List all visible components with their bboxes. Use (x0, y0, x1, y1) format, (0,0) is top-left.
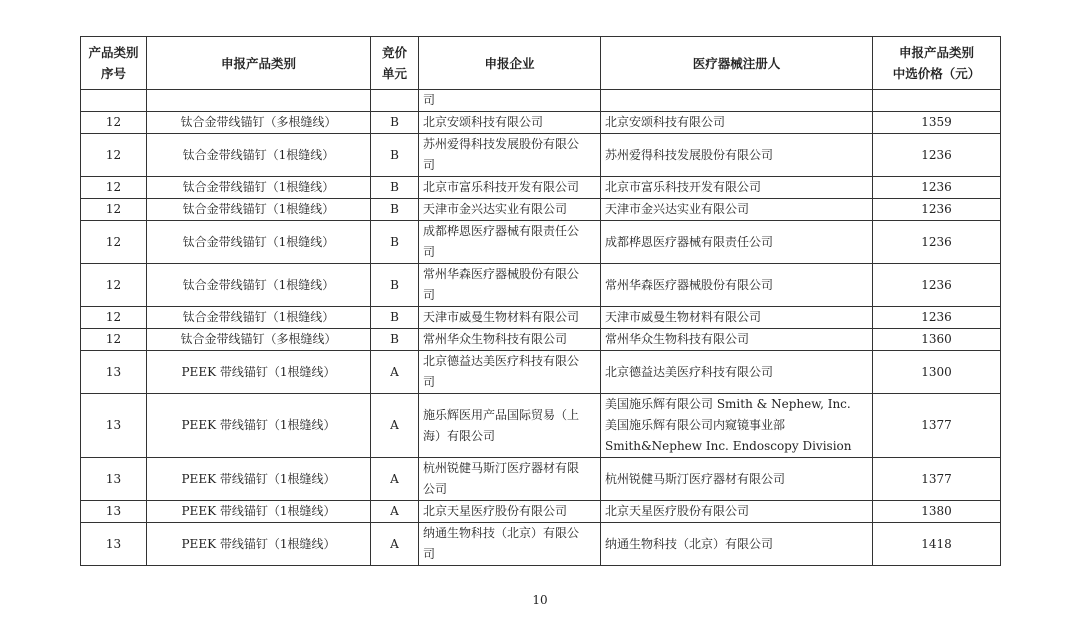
cell-no: 12 (81, 199, 147, 221)
cell-registrant: 成都桦恩医疗器械有限责任公司 (601, 221, 873, 264)
cell-company: 天津市威曼生物材料有限公司 (419, 307, 601, 329)
cell-price: 1236 (873, 221, 1001, 264)
cell-registrant: 纳通生物科技（北京）有限公司 (601, 523, 873, 566)
cell-company: 常州华森医疗器械股份有限公 司 (419, 264, 601, 307)
cell-category: 钛合金带线锚钉（多根缝线） (147, 329, 371, 351)
cell-registrant: 北京天星医疗股份有限公司 (601, 501, 873, 523)
table-body (81, 90, 1001, 566)
table-row (81, 134, 1001, 177)
cell-unit: A (371, 458, 419, 501)
table-row (81, 264, 1001, 307)
table-row (81, 177, 1001, 199)
cell-unit: A (371, 394, 419, 458)
table-row (81, 501, 1001, 523)
cell-price: 1418 (873, 523, 1001, 566)
cell-price (873, 90, 1001, 112)
cell-company: 常州华众生物科技有限公司 (419, 329, 601, 351)
cell-unit: A (371, 501, 419, 523)
cell-registrant: 天津市威曼生物材料有限公司 (601, 307, 873, 329)
cell-price: 1300 (873, 351, 1001, 394)
cell-category: 钛合金带线锚钉（1根缝线） (147, 177, 371, 199)
cell-no: 12 (81, 307, 147, 329)
cell-registrant: 北京德益达美医疗科技有限公司 (601, 351, 873, 394)
cell-no: 13 (81, 394, 147, 458)
cell-registrant: 苏州爱得科技发展股份有限公司 (601, 134, 873, 177)
cell-company: 北京安颂科技有限公司 (419, 112, 601, 134)
cell-company: 北京天星医疗股份有限公司 (419, 501, 601, 523)
cell-company: 纳通生物科技（北京）有限公 司 (419, 523, 601, 566)
cell-no: 13 (81, 351, 147, 394)
cell-registrant: 常州华众生物科技有限公司 (601, 329, 873, 351)
header-company: 申报企业 (419, 37, 601, 90)
page-number: 10 (532, 593, 548, 607)
cell-category: 钛合金带线锚钉（1根缝线） (147, 199, 371, 221)
cell-category (147, 90, 371, 112)
cell-no: 12 (81, 177, 147, 199)
table-row (81, 199, 1001, 221)
cell-price: 1377 (873, 394, 1001, 458)
cell-no: 12 (81, 112, 147, 134)
cell-unit: B (371, 177, 419, 199)
cell-no: 13 (81, 523, 147, 566)
cell-price: 1380 (873, 501, 1001, 523)
cell-company: 施乐辉医用产品国际贸易（上 海）有限公司 (419, 394, 601, 458)
cell-unit: B (371, 329, 419, 351)
cell-price: 1236 (873, 134, 1001, 177)
cell-unit (371, 90, 419, 112)
table-row (81, 307, 1001, 329)
cell-price: 1377 (873, 458, 1001, 501)
cell-category: 钛合金带线锚钉（1根缝线） (147, 221, 371, 264)
table-row (81, 112, 1001, 134)
cell-no (81, 90, 147, 112)
cell-no: 13 (81, 458, 147, 501)
cell-category: PEEK 带线锚钉（1根缝线） (147, 501, 371, 523)
cell-company: 苏州爱得科技发展股份有限公 司 (419, 134, 601, 177)
cell-no: 12 (81, 134, 147, 177)
header-bid-unit: 竞价 单元 (371, 37, 419, 90)
cell-unit: B (371, 307, 419, 329)
cell-category: PEEK 带线锚钉（1根缝线） (147, 523, 371, 566)
cell-no: 12 (81, 329, 147, 351)
cell-company: 天津市金兴达实业有限公司 (419, 199, 601, 221)
cell-price: 1236 (873, 199, 1001, 221)
cell-unit: A (371, 351, 419, 394)
cell-registrant: 北京安颂科技有限公司 (601, 112, 873, 134)
cell-company: 杭州锐健马斯汀医疗器材有限 公司 (419, 458, 601, 501)
cell-category: PEEK 带线锚钉（1根缝线） (147, 458, 371, 501)
cell-price: 1236 (873, 264, 1001, 307)
cell-unit: A (371, 523, 419, 566)
cell-category: 钛合金带线锚钉（1根缝线） (147, 307, 371, 329)
header-category-no: 产品类别 序号 (81, 37, 147, 90)
cell-registrant: 天津市金兴达实业有限公司 (601, 199, 873, 221)
table-row (81, 221, 1001, 264)
cell-company: 北京德益达美医疗科技有限公 司 (419, 351, 601, 394)
cell-registrant (601, 90, 873, 112)
cell-price: 1359 (873, 112, 1001, 134)
table-header (81, 37, 1001, 90)
cell-price: 1236 (873, 177, 1001, 199)
cell-no: 12 (81, 221, 147, 264)
cell-company: 成都桦恩医疗器械有限责任公 司 (419, 221, 601, 264)
header-product-category: 申报产品类别 (147, 37, 371, 90)
results-table (80, 36, 1001, 566)
cell-category: PEEK 带线锚钉（1根缝线） (147, 351, 371, 394)
cell-registrant: 常州华森医疗器械股份有限公司 (601, 264, 873, 307)
table-row (81, 523, 1001, 566)
cell-category: 钛合金带线锚钉（多根缝线） (147, 112, 371, 134)
table-row (81, 329, 1001, 351)
cell-company: 北京市富乐科技开发有限公司 (419, 177, 601, 199)
cell-company: 司 (419, 90, 601, 112)
header-registrant: 医疗器械注册人 (601, 37, 873, 90)
cell-registrant: 北京市富乐科技开发有限公司 (601, 177, 873, 199)
cell-registrant: 美国施乐辉有限公司 Smith & Nephew, Inc. 美国施乐辉有限公司内窥镜事业部 Smith&Nephew Inc. Endoscopy Division (601, 394, 873, 458)
cell-no: 12 (81, 264, 147, 307)
cell-price: 1236 (873, 307, 1001, 329)
table-row (81, 458, 1001, 501)
cell-category: 钛合金带线锚钉（1根缝线） (147, 264, 371, 307)
cell-category: 钛合金带线锚钉（1根缝线） (147, 134, 371, 177)
cell-registrant: 杭州锐健马斯汀医疗器材有限公司 (601, 458, 873, 501)
cell-unit: B (371, 112, 419, 134)
cell-unit: B (371, 199, 419, 221)
table-row (81, 394, 1001, 458)
cell-no: 13 (81, 501, 147, 523)
table-row-continuation (81, 90, 1001, 112)
cell-category: PEEK 带线锚钉（1根缝线） (147, 394, 371, 458)
cell-price: 1360 (873, 329, 1001, 351)
table-row (81, 351, 1001, 394)
cell-unit: B (371, 264, 419, 307)
cell-unit: B (371, 134, 419, 177)
header-price: 申报产品类别 中选价格（元） (873, 37, 1001, 90)
cell-unit: B (371, 221, 419, 264)
